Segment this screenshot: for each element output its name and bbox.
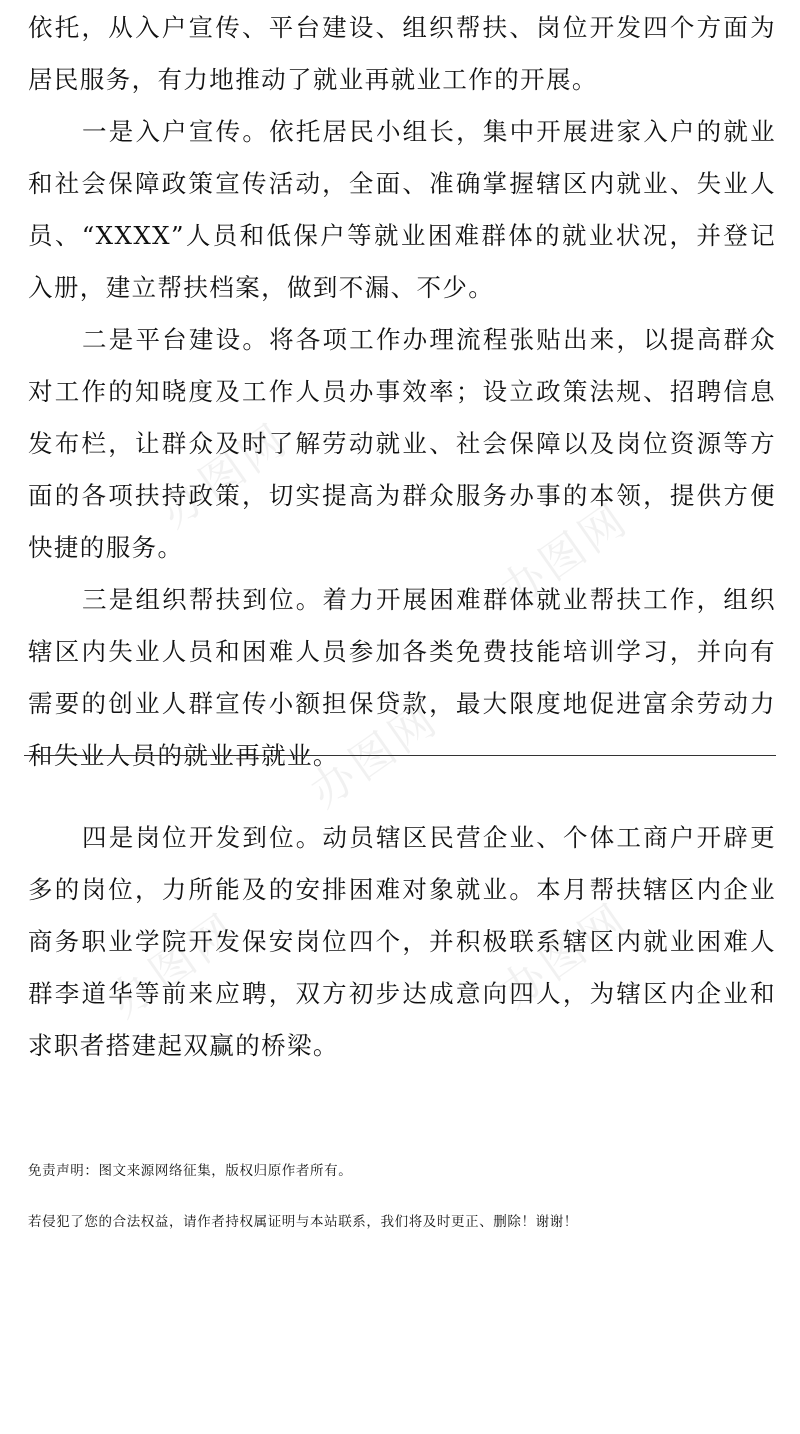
- watermark: 办图网: [100, 903, 249, 1028]
- watermark: 办图网: [300, 693, 449, 818]
- paragraph-intro: 依托，从入户宣传、平台建设、组织帮扶、岗位开发四个方面为居民服务，有力地推动了就业再就业工作的开展。: [28, 13, 776, 94]
- paragraph-organized-assistance: 三是组织帮扶到位。着力开展困难群体就业帮扶工作，组织辖区内失业人员和困难人员参加各类免费技能培训学习，并向有需要的创业人群宣传小额担保贷款，最大限度地促进富余劳动力和失业人员的就业再就业。: [28, 585, 776, 770]
- watermark: 办图网: [150, 413, 299, 538]
- disclaimer-contact: 若侵犯了您的合法权益，请作者持权属证明与本站联系，我们将及时更正、删除！谢谢！: [28, 1214, 578, 1230]
- watermark: 办图网: [490, 493, 639, 618]
- paragraph-job-development: 四是岗位开发到位。动员辖区民营企业、个体工商户开辟更多的岗位，力所能及的安排困难对象就业。本月帮扶辖区内企业商务职业学院开发保安岗位四个，并积极联系辖区内就业困难人群李道华等前来应聘，双方初步达成意向四人，为辖区内企业和求职者搭建起双赢的桥梁。: [28, 823, 776, 1060]
- paragraph-platform-building: 二是平台建设。将各项工作办理流程张贴出来，以提高群众对工作的知晓度及工作人员办事效率；设立政策法规、招聘信息发布栏，让群众及时了解劳动就业、社会保障以及岗位资源等方面的各项扶持政策，切实提高为群众服务办事的本领，提供方便快捷的服务。: [28, 325, 776, 562]
- watermark: 办图网: [490, 893, 639, 1018]
- article-section-bottom: [28, 812, 776, 1072]
- article-section-top: [28, 2, 776, 782]
- paragraph-household-publicity: 一是入户宣传。依托居民小组长，集中开展进家入户的就业和社会保障政策宣传活动，全面、准确掌握辖区内就业、失业人员、“XXXX”人员和低保户等就业困难群体的就业状况，并登记入册，建立帮扶档案，做到不漏、不少。: [28, 117, 776, 302]
- disclaimer-copyright: 免责声明：图文来源网络征集，版权归原作者所有。: [28, 1163, 353, 1179]
- page-divider: [24, 755, 776, 756]
